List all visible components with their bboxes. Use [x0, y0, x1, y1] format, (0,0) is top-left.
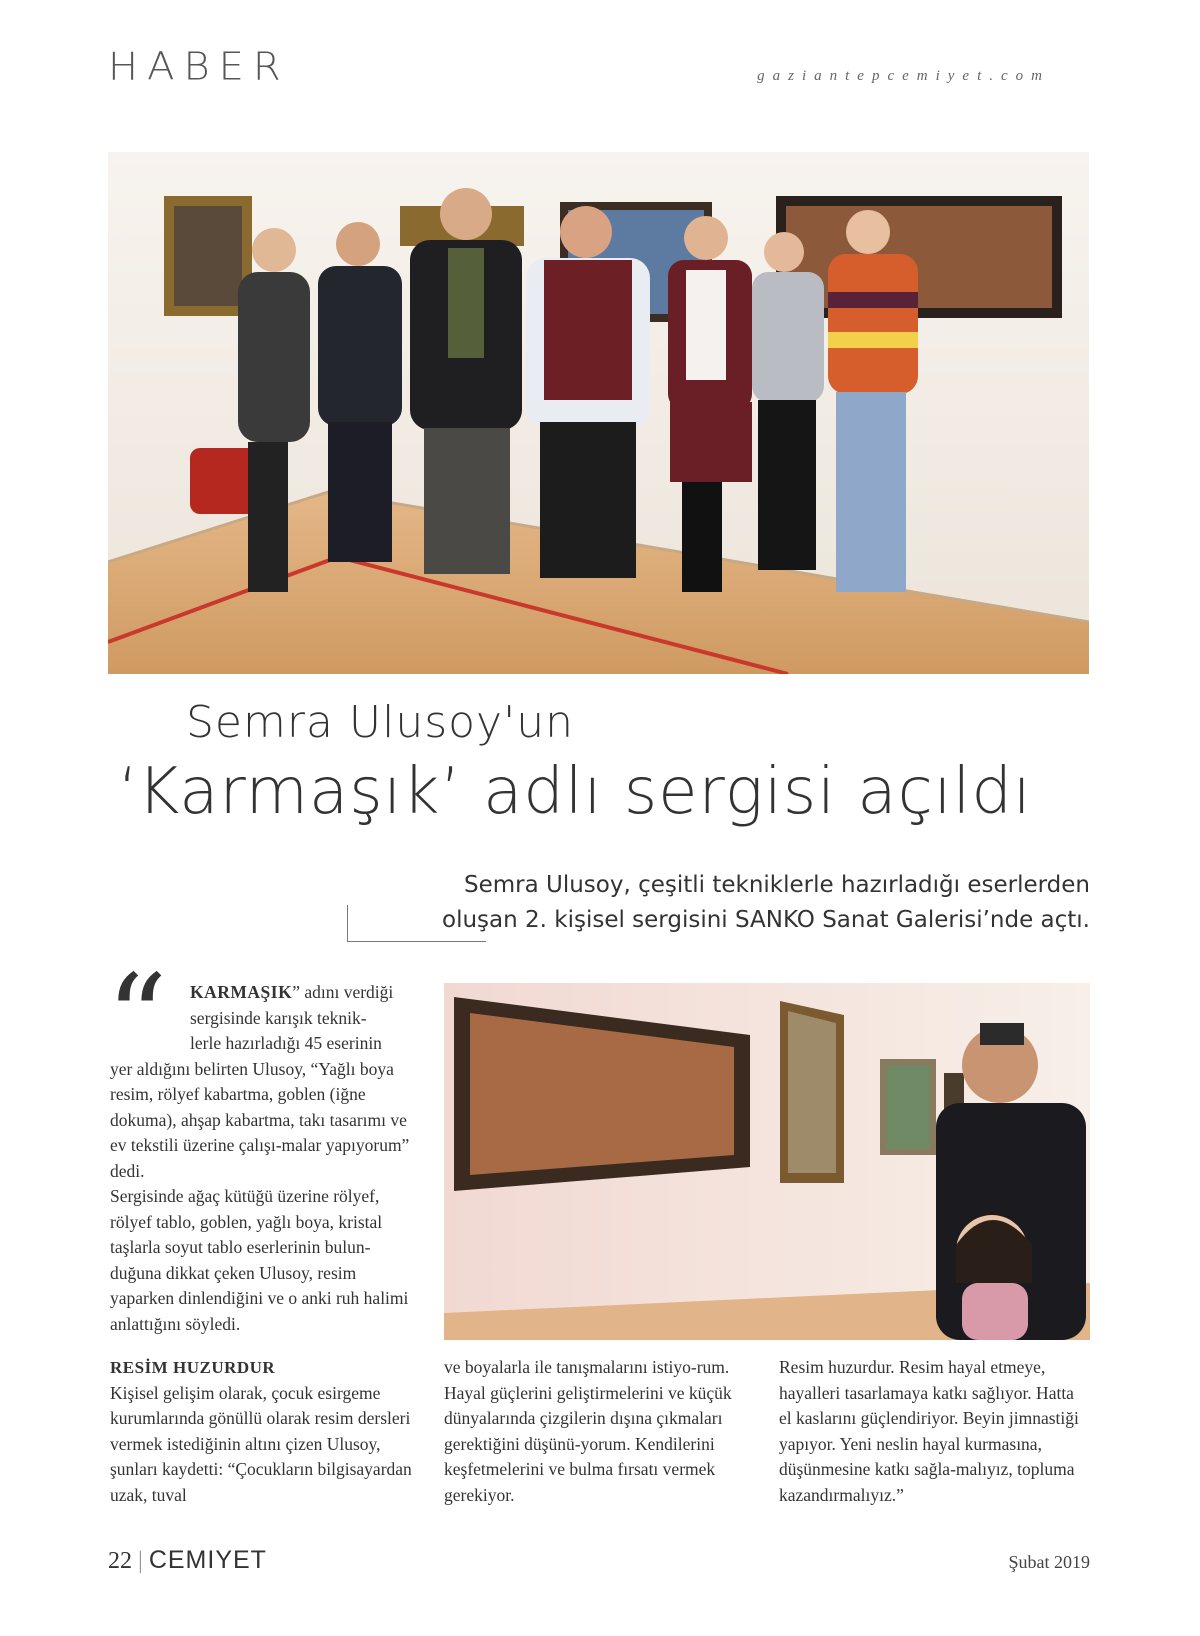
issue-date: Şubat 2019: [1008, 1552, 1090, 1572]
lede-bracket: [347, 905, 486, 942]
intro-line-1: sergisinde karışık teknik-: [190, 1007, 367, 1028]
para-2: Sergisinde ağaç kütüğü üzerine rölyef, rölyef tablo, goblen, yağlı boya, kristal taşlarla soyut tablo eserlerinin bulun-duğuna dikkat çeken Ulusoy, resim yaparken dinlendiğini ve o anki ruh halimi anlattığını söyledi.: [110, 1186, 409, 1334]
intro-line-2: lerle hazırladığı 45 eserinin: [190, 1033, 382, 1053]
column-c: [779, 1355, 1089, 1508]
column-a-text: Kişisel gelişim olarak, çocuk esirgeme kurumlarında gönüllü olarak resim dersleri vermek istediğinin altını çizen Ulusoy, şunları kaydetti: “Çocukların bilgisayardan uzak, tuval: [110, 1382, 412, 1505]
intro-first-line: [110, 980, 420, 1006]
group-photo: [108, 152, 1089, 674]
intro-line-0: ” adını verdiği: [292, 982, 394, 1002]
column-c-text: Resim huzurdur. Resim hayal etmeye, hayalleri tasarlamaya katkı sağlıyor. Hatta el kaslarını güçlendiriyor. Beyin jimnastiği yapıyor. Yeni neslin hayal kurmasına, düşünmesine katkı sağla-malıyız, topluma kazandırmalıyız.”: [779, 1357, 1079, 1505]
intro-rest: yer aldığını belirten Ulusoy, “Yağlı boya resim, rölyef kabartma, goblen (iğne dokuma), ahşap kabartma, takı tasarımı ve ev tekstili üzerine çalışı-malar yapıyorum” dedi.: [110, 1058, 410, 1181]
quote-mark-icon: “: [106, 950, 168, 1089]
headline-line1: Semra Ulusoy'un: [186, 697, 574, 748]
lead-word: KARMAŞIK: [190, 982, 293, 1002]
site-url[interactable]: gaziantepcemiyet.com: [757, 68, 1050, 84]
lede-line1: Semra Ulusoy, çeşitli tekniklerle hazırladığı eserlerden: [463, 872, 1090, 898]
body-intro: [110, 980, 420, 1337]
subhead: RESİM HUZURDUR: [110, 1358, 276, 1377]
gallery-photo: [444, 983, 1090, 1340]
folio-separator: |: [138, 1548, 143, 1574]
magazine-name: CEMIYET: [148, 1546, 267, 1574]
lede-line2: oluşan 2. kişisel sergisini SANKO Sanat Galerisi’nde açtı.: [442, 907, 1090, 933]
column-b: [444, 1355, 754, 1508]
folio: [108, 1546, 267, 1575]
page-number: 22: [108, 1548, 132, 1574]
column-b-text: ve boyalarla ile tanışmalarını istiyo-rum. Hayal güçlerini geliştirmelerini ve küçük dünyalarında çizgilerin dışına çıkmaları gerektiğini düşünü-yorum. Kendilerini keşfetmelerini ve bulma fırsatı vermek gerekiyor.: [444, 1357, 732, 1505]
headline-line2: ‘Karmaşık’ adlı sergisi açıldı: [118, 755, 1032, 829]
column-a: [110, 1355, 420, 1508]
section-label: HABER: [108, 45, 290, 89]
